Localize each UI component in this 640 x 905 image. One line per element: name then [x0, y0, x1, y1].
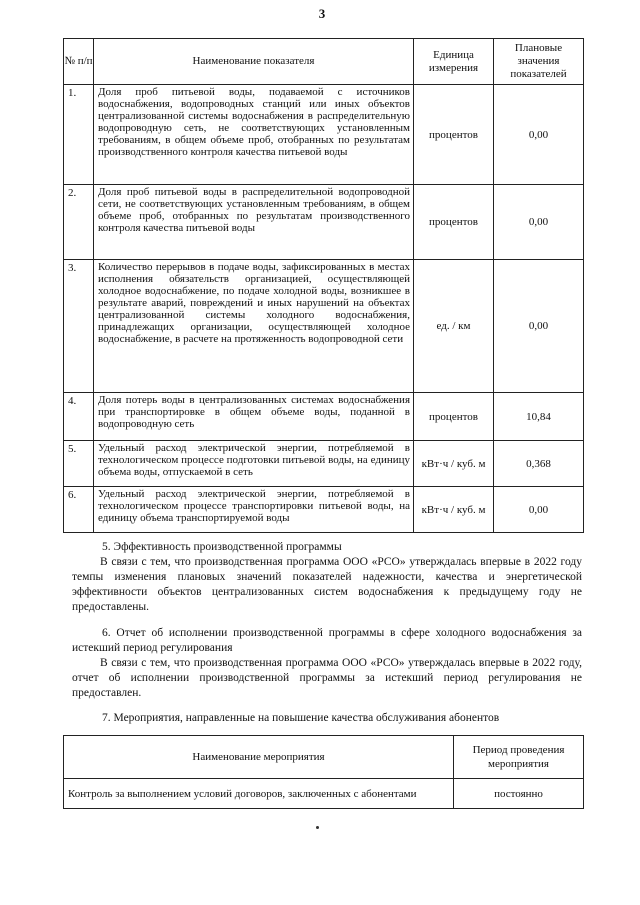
table-row — [64, 260, 584, 393]
table-row — [64, 185, 584, 260]
activity-period: постоянно — [454, 779, 584, 809]
header-unit: Единица измерения — [414, 39, 494, 85]
row-name: Удельный расход электрической энергии, потребляемой в технологическом процессе подготовки питьевой воды, на единицу объема воды, отпускаемой в сеть — [94, 441, 414, 487]
row-unit: процентов — [414, 185, 494, 260]
row-num: 6. — [64, 487, 94, 533]
indicators-header-row — [64, 39, 584, 85]
row-name: Доля проб питьевой воды в распределительной водопроводной сети, не соответствующих установленным требованиям, в общем объеме проб, отобранных по результатам производственного контроля качества питьевой воды — [94, 185, 414, 260]
activities-table — [63, 735, 584, 809]
header-plan: Плановые значения показателей — [494, 39, 584, 85]
row-name: Доля потерь воды в централизованных системах водоснабжения при транспортировке в общем объеме воды, поданной в водопроводную сеть — [94, 393, 414, 441]
table-row — [64, 393, 584, 441]
row-value: 0,00 — [494, 260, 584, 393]
row-name: Удельный расход электрической энергии, потребляемой в технологическом процессе транспортировки питьевой воды, на единицу объема транспортируемой воды — [94, 487, 414, 533]
row-unit: процентов — [414, 393, 494, 441]
row-unit: кВт·ч / куб. м — [414, 441, 494, 487]
section-6-heading: 6. Отчет об исполнении производственной программы в сфере холодного водоснабжения за истекший период регулирования — [72, 627, 582, 654]
row-num: 4. — [64, 393, 94, 441]
row-value: 10,84 — [494, 393, 584, 441]
activities-header-row — [64, 736, 584, 779]
section-7-heading: 7. Мероприятия, направленные на повышение качества обслуживания абонентов — [102, 712, 500, 724]
row-name: Доля проб питьевой воды, подаваемой с источников водоснабжения, водопроводных станций или иных объектов централизованной системы водоснабжения в распределительную водопроводную сеть, не соответствующих установленным требованиям, в общем объеме проб, отобранных по результатам производственного контроля качества питьевой воды — [94, 85, 414, 185]
row-num: 2. — [64, 185, 94, 260]
page-number: 3 — [318, 6, 326, 21]
row-unit: ед. / км — [414, 260, 494, 393]
table-row — [64, 779, 584, 809]
activity-name: Контроль за выполнением условий договоров, заключенных с абонентами — [64, 779, 454, 809]
section-5-text: В связи с тем, что производственная программа ООО «РСО» утверждалась впервые в 2022 году темпы изменения плановых значений показателей надежности, качества и энергетической эффективности объектов централизованных систем водоснабжения к предыдущему году не предоставлены. — [72, 556, 582, 613]
section-6 — [72, 626, 582, 701]
section-5-heading: 5. Эффективность производственной программы — [102, 541, 342, 553]
indicators-table — [63, 38, 584, 533]
row-name: Количество перерывов в подаче воды, зафиксированных в местах исполнения обязательств организацией, осуществляющей холодное водоснабжение, по подаче холодной воды, возникшее в результате аварий, повреждений и иных нарушений на объектах централизованной системы холодного водоснабжения, принадлежащих организации, осуществляющей холодное водоснабжение, в расчете на протяженность водопроводной сети — [94, 260, 414, 393]
row-unit: процентов — [414, 85, 494, 185]
row-value: 0,00 — [494, 85, 584, 185]
table-row — [64, 487, 584, 533]
table-row — [64, 441, 584, 487]
header-num: № п/п — [64, 39, 94, 85]
row-num: 3. — [64, 260, 94, 393]
section-5 — [72, 540, 582, 615]
section-6-text: В связи с тем, что производственная программа ООО «РСО» утверждалась впервые в 2022 году, отчет об исполнении производственной программы за истекший период регулирования не предоставлен. — [72, 657, 582, 699]
row-num: 5. — [64, 441, 94, 487]
row-value: 0,00 — [494, 487, 584, 533]
row-value: 0,00 — [494, 185, 584, 260]
header-activity-period: Период проведения мероприятия — [454, 736, 584, 779]
header-name: Наименование показателя — [94, 39, 414, 85]
header-activity-name: Наименование мероприятия — [64, 736, 454, 779]
row-unit: кВт·ч / куб. м — [414, 487, 494, 533]
row-num: 1. — [64, 85, 94, 185]
table-row — [64, 85, 584, 185]
stray-dot — [316, 826, 319, 829]
section-7 — [72, 711, 582, 726]
row-value: 0,368 — [494, 441, 584, 487]
